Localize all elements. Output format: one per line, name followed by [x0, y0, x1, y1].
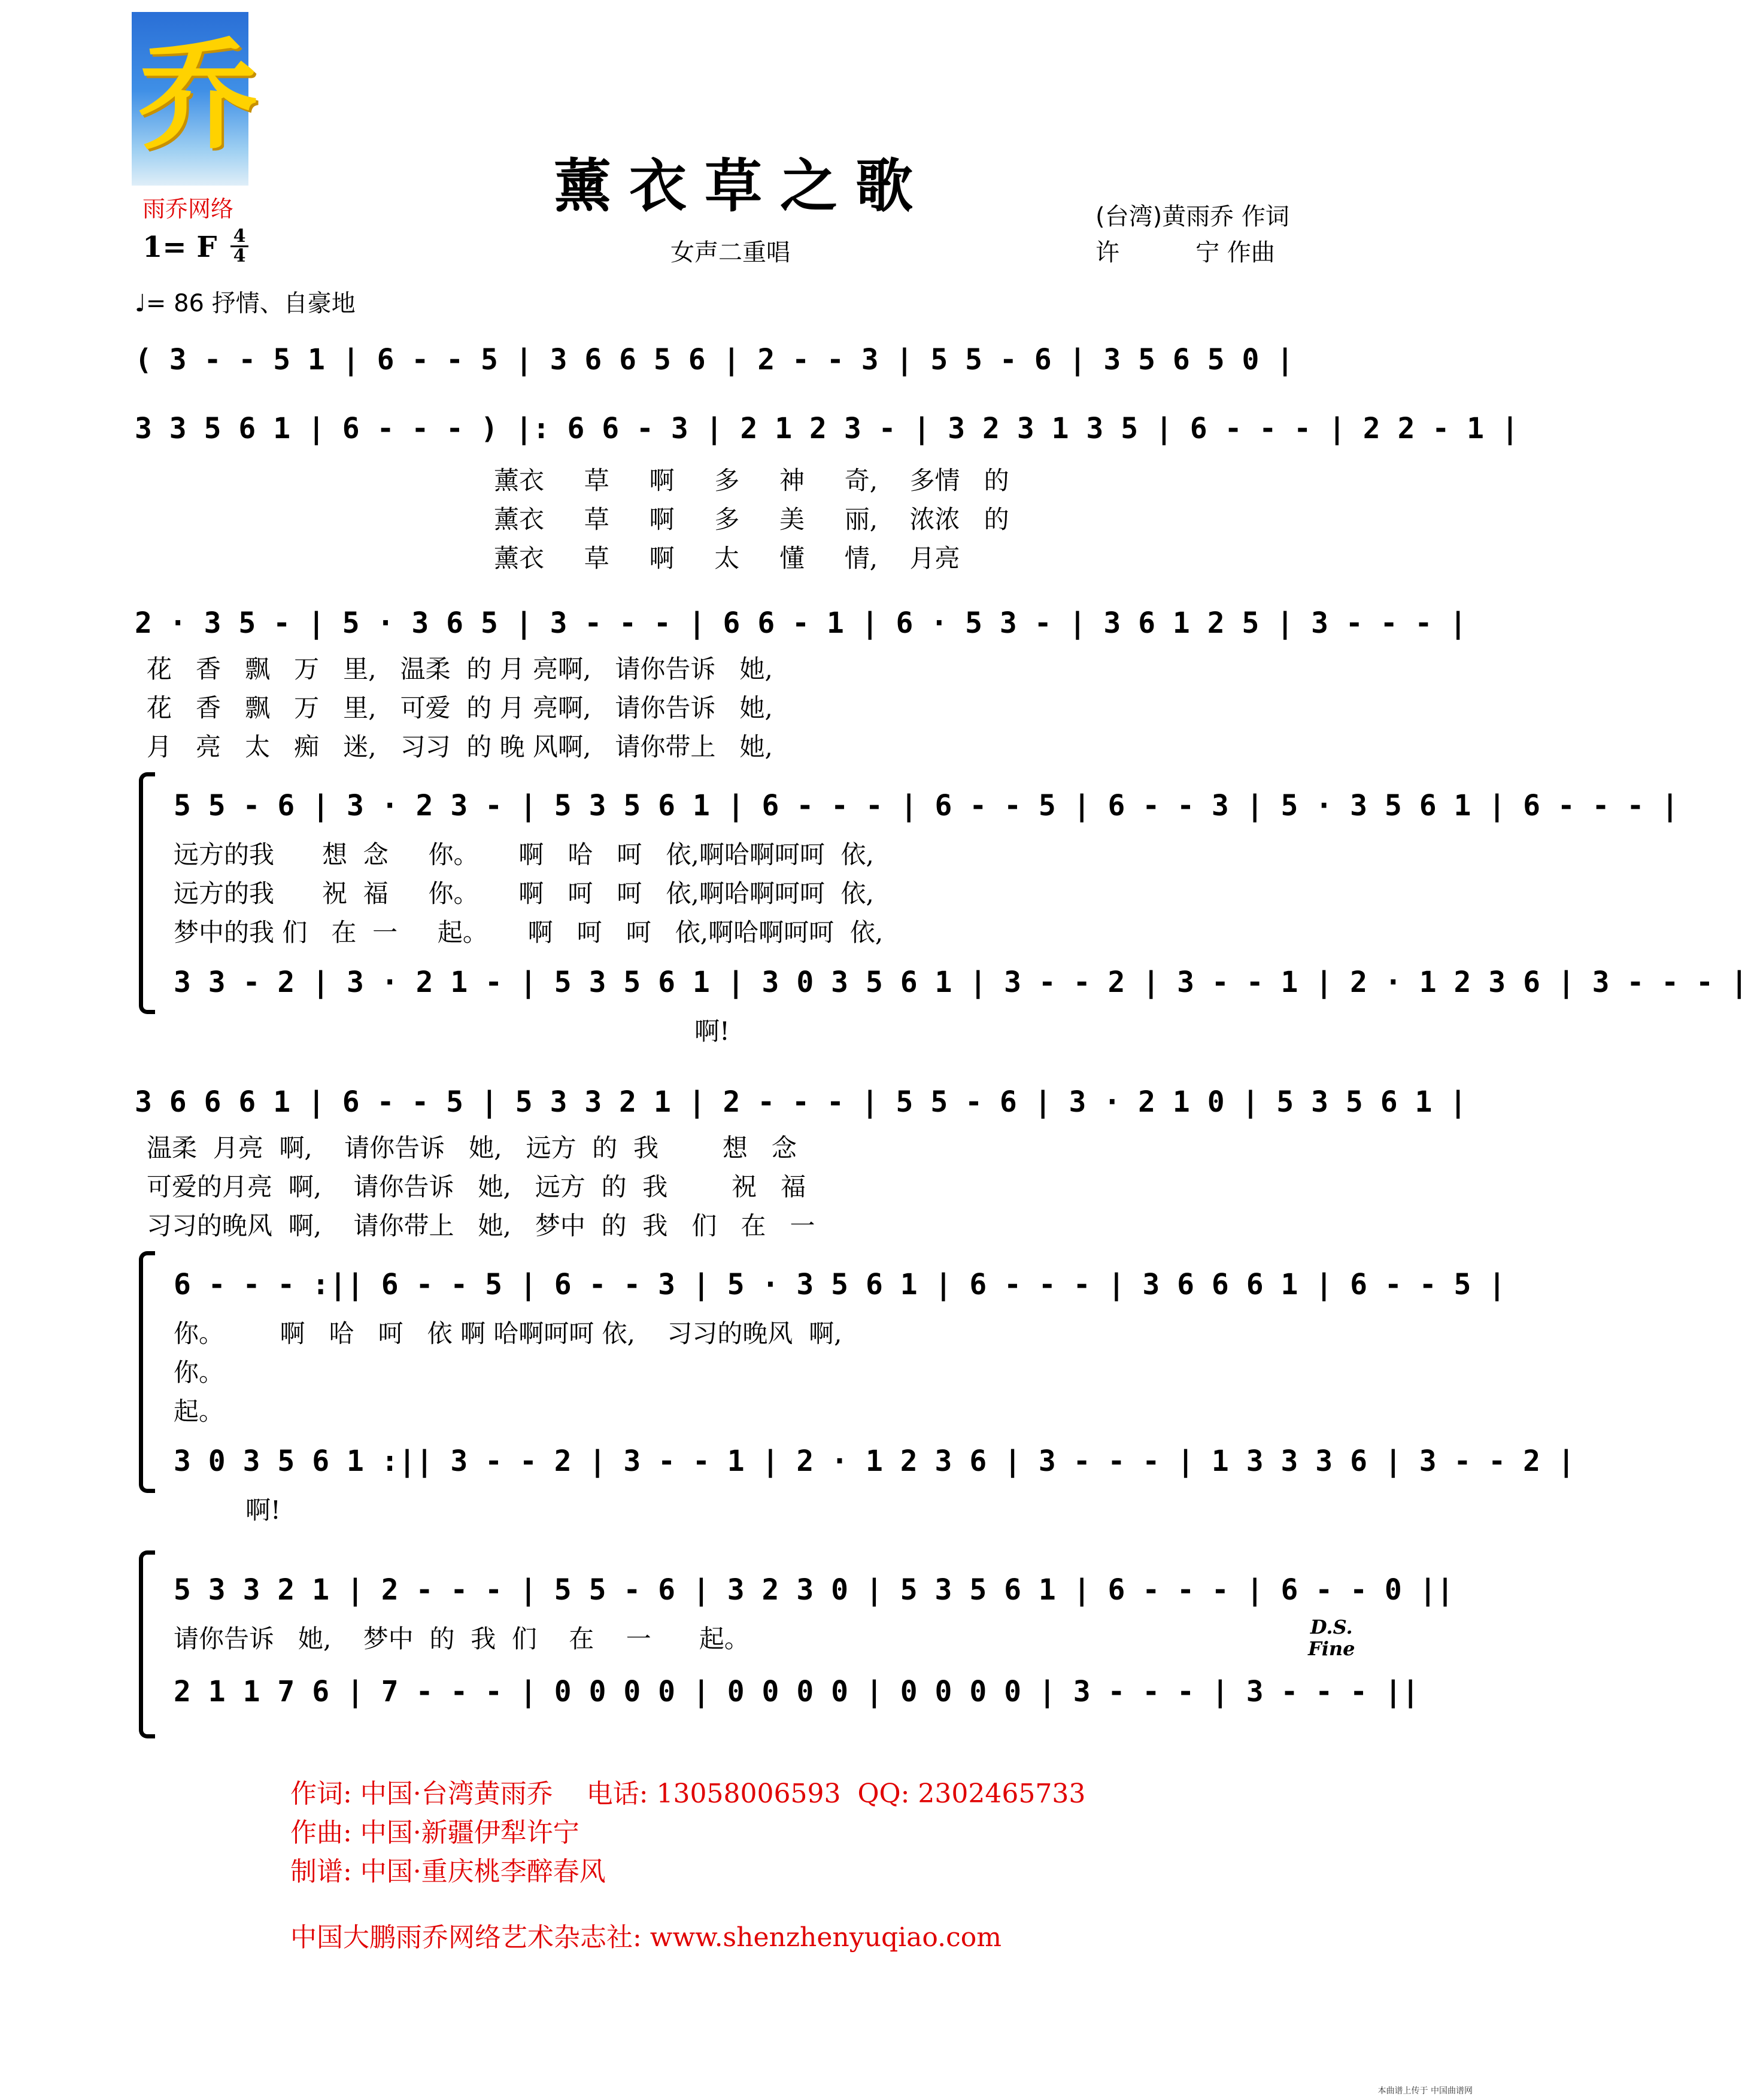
lyric-text: 起。 [174, 1397, 224, 1426]
logo-label: 雨乔网络 [142, 196, 234, 222]
score-row-7 [174, 1257, 1506, 1311]
credit-publisher-link[interactable]: 中国大鹏雨乔网络艺术杂志社: www.shenzhenyuqiao.com [290, 1922, 1002, 1953]
lyric-text: 啊! [694, 1016, 730, 1046]
lyric-text: 你。 啊 哈 呵 依 啊 哈啊呵呵 依, 习习的晚风 啊, [174, 1319, 842, 1348]
credit-engraver: 制谱: 中国·重庆桃李醉春风 [290, 1856, 606, 1887]
lyric-text: 温柔 月亮 啊, 请你告诉 她, 远方 的 我 想 念 [147, 1133, 797, 1163]
score-row-6 [135, 1075, 1467, 1128]
notation-line: 5 5 - 6 | 3 · 2 3 - | 5 3 5 6 1 | 6 - - - | 6 - - 5 | 6 - - 3 | 5 · 3 5 6 1 | 6 - - - | [174, 789, 1679, 823]
ds-label: D.S. [1310, 1616, 1353, 1638]
lyric-line [135, 688, 1353, 724]
score-row-8 [174, 1434, 1575, 1488]
lyric-text: 远方的我 想 念 你。 啊 哈 呵 依,啊哈啊呵呵 依, [174, 840, 874, 869]
notation-line: 3 3 5 6 1 | 6 - - - ) |: 6 6 - 3 | 2 1 2 3 - | 3 2 3 1 3 5 | 6 - - - | 2 2 - 1 | [135, 412, 1519, 445]
lyric-text: 薰衣 草 啊 太 懂 情, 月亮 [494, 544, 960, 573]
lyric-line [135, 1128, 1353, 1164]
score-row-3 [135, 596, 1467, 650]
lyric-line [135, 1012, 1353, 1048]
page-title: 薰衣草之歌 [554, 152, 931, 220]
lyric-line [135, 1206, 1353, 1242]
lyric-line [135, 1491, 1353, 1527]
logo-glyph-icon: 乔 [139, 25, 259, 166]
credit-composer: 作曲: 中国·新疆伊犁许宁 [290, 1817, 579, 1848]
time-bottom: 4 [233, 245, 246, 266]
system-brace [139, 1550, 155, 1738]
lyric-line [174, 835, 1392, 871]
footer-watermark: 本曲谱上传于 中国曲谱网 [1377, 2086, 1473, 2096]
score-row-4 [174, 778, 1679, 832]
tempo-marking [135, 284, 356, 318]
score-row-10 [174, 1664, 1419, 1718]
tempo-text: = 86 抒情、自豪地 [145, 290, 356, 317]
ds-fine-marking [1308, 1616, 1355, 1659]
lyric-line [135, 1167, 1353, 1203]
notation-line: 5 3 3 2 1 | 2 - - - | 5 5 - 6 | 3 2 3 0 | 5 3 5 6 1 | 6 - - - | 6 - - 0 || [174, 1573, 1454, 1607]
lyric-text: 啊! [245, 1495, 281, 1525]
performance-style: 女声二重唱 [670, 239, 790, 266]
notation-line: 3 0 3 5 6 1 :|| 3 - - 2 | 3 - - 1 | 2 · 1 2 3 6 | 3 - - - | 1 3 3 3 6 | 3 - - 2 | [174, 1444, 1575, 1478]
lyric-line [174, 913, 1392, 949]
lyric-line [135, 650, 1353, 685]
score-row-9 [174, 1562, 1454, 1616]
notation-line: 2 · 3 5 - | 5 · 3 6 5 | 3 - - - | 6 6 - 1 | 6 · 5 3 - | 3 6 1 2 5 | 3 - - - | [135, 606, 1467, 640]
score-row-1 [135, 332, 1353, 386]
lyric-text: 远方的我 祝 福 你。 啊 呵 呵 依,啊哈啊呵呵 依, [174, 879, 874, 908]
composer: 许 宁 作曲 [1095, 239, 1275, 266]
lyric-text: 你。 [174, 1358, 224, 1387]
score-row-5 [174, 955, 1748, 1009]
lyric-line [135, 727, 1353, 763]
quarter-note-icon: ♩ [135, 290, 146, 317]
credit-lyricist: 作词: 中国·台湾黄雨乔 电话: 13058006593 QQ: 2302465733 [290, 1779, 1086, 1809]
time-top: 4 [230, 227, 248, 247]
lyric-text: 请你告诉 她, 梦中 的 我 们 在 一 起。 [174, 1624, 749, 1653]
lyric-line [174, 874, 1392, 910]
system-brace [139, 1251, 155, 1493]
lyric-text: 花 香 飘 万 里, 可爱 的 月 亮啊, 请你告诉 她, [147, 693, 773, 723]
lyric-text: 薰衣 草 啊 多 美 丽, 浓浓 的 [494, 505, 1009, 534]
lyric-line [174, 1392, 1392, 1428]
system-brace [139, 772, 155, 1014]
notation-line: ( 3 - - 5 1 | 6 - - 5 | 3 6 6 5 6 | 2 - - 3 | 5 5 - 6 | 3 5 6 5 0 | [135, 343, 1294, 377]
lyric-line [135, 461, 1353, 497]
lyric-line [135, 500, 1353, 536]
lyricist: (台湾)黄雨乔 作词 [1095, 203, 1289, 230]
notation-line: 2 1 1 7 6 | 7 - - - | 0 0 0 0 | 0 0 0 0 | 0 0 0 0 | 3 - - - | 3 - - - || [174, 1675, 1419, 1708]
lyric-text: 习习的晚风 啊, 请你带上 她, 梦中 的 我 们 在 一 [147, 1211, 815, 1240]
lyric-line [174, 1619, 1392, 1655]
time-signature [230, 227, 248, 265]
lyric-text: 可爱的月亮 啊, 请你告诉 她, 远方 的 我 祝 福 [147, 1172, 806, 1201]
lyric-text: 薰衣 草 啊 多 神 奇, 多情 的 [494, 466, 1009, 495]
lyric-text: 梦中的我 们 在 一 起。 啊 呵 呵 依,啊哈啊呵呵 依, [174, 918, 884, 947]
notation-line: 3 3 - 2 | 3 · 2 1 - | 5 3 5 6 1 | 3 0 3 5 6 1 | 3 - - 2 | 3 - - 1 | 2 · 1 2 3 6 | 3 - - - | [174, 966, 1748, 999]
key-signature: 1= F [142, 230, 217, 264]
notation-line: 6 - - - :|| 6 - - 5 | 6 - - 3 | 5 · 3 5 6 1 | 6 - - - | 3 6 6 6 1 | 6 - - 5 | [174, 1268, 1506, 1301]
lyric-line [174, 1353, 1392, 1389]
score-row-2 [135, 401, 1519, 455]
lyric-text: 花 香 飘 万 里, 温柔 的 月 亮啊, 请你告诉 她, [147, 654, 773, 684]
fine-label: Fine [1308, 1637, 1355, 1660]
notation-line: 3 6 6 6 1 | 6 - - 5 | 5 3 3 2 1 | 2 - - - | 5 5 - 6 | 3 · 2 1 0 | 5 3 5 6 1 | [135, 1085, 1467, 1119]
lyric-line [174, 1314, 1392, 1350]
lyric-line [135, 539, 1353, 575]
lyric-text: 月 亮 太 痴 迷, 习习 的 晚 风啊, 请你带上 她, [147, 732, 773, 761]
